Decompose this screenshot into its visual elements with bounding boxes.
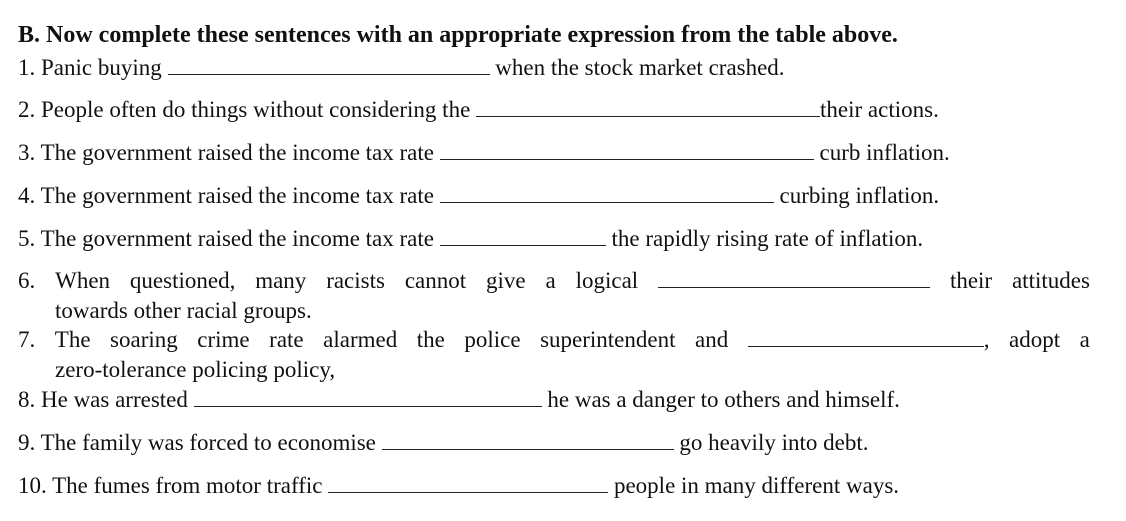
sentence-8-end: he was a danger to others and himself. <box>547 387 900 412</box>
sentence-8 <box>18 387 900 413</box>
sentence-6-continuation: towards other racial groups. <box>55 298 312 323</box>
sentence-5-start: 5. The government raised the income tax rate <box>18 226 434 251</box>
word: The <box>54 327 91 352</box>
sentence-2-end: their actions. <box>820 97 939 122</box>
word: a <box>1079 327 1090 352</box>
word: attitudes <box>1011 268 1090 293</box>
sentence-9-end: go heavily into debt. <box>679 430 869 455</box>
sentence-3 <box>18 140 950 166</box>
answer-blank-4[interactable] <box>440 201 774 203</box>
word: alarmed <box>323 327 398 352</box>
sentence-5-end: the rapidly rising rate of inflation. <box>611 226 924 251</box>
sentence-7-continuation: zero-tolerance policing policy, <box>55 357 336 382</box>
sentence-5 <box>18 226 923 252</box>
sentence-9 <box>18 430 868 456</box>
sentence-10 <box>18 473 899 499</box>
word: superintendent <box>540 327 676 352</box>
word: a <box>545 268 556 293</box>
sentence-2 <box>18 97 939 123</box>
word: racists <box>326 268 385 293</box>
answer-blank-10[interactable] <box>328 491 608 493</box>
sentence-10-end: people in many different ways. <box>613 473 900 498</box>
word: give <box>486 268 526 293</box>
word: and <box>695 327 729 352</box>
word: rate <box>269 327 304 352</box>
word: adopt <box>1009 327 1061 352</box>
word: their <box>949 268 993 293</box>
sentence-1-start: 1. Panic buying <box>18 55 162 80</box>
sentence-1 <box>18 55 785 81</box>
sentence-7 <box>18 327 1090 353</box>
sentence-1-end: when the stock market crashed. <box>495 55 785 80</box>
answer-blank-9[interactable] <box>382 448 674 450</box>
word: crime <box>197 327 250 352</box>
word: 7. <box>18 327 36 352</box>
sentence-4-end: curbing inflation. <box>779 183 940 208</box>
word: police <box>464 327 521 352</box>
sentence-2-start: 2. People often do things without considering the <box>18 97 471 122</box>
answer-blank-group-7 <box>748 327 990 353</box>
sentence-10-start: 10. The fumes from motor traffic <box>18 473 323 498</box>
sentence-9-start: 9. The family was forced to economise <box>18 430 376 455</box>
answer-blank-3[interactable] <box>440 158 814 160</box>
answer-blank-2[interactable] <box>476 115 820 117</box>
answer-blank-8[interactable] <box>194 405 542 407</box>
answer-blank-5[interactable] <box>440 244 606 246</box>
answer-blank-7[interactable] <box>748 345 984 347</box>
word: , <box>983 327 990 352</box>
word: When <box>55 268 111 293</box>
sentence-8-start: 8. He was arrested <box>18 387 188 412</box>
word: 6. <box>18 268 36 293</box>
word: logical <box>575 268 639 293</box>
word: cannot <box>404 268 467 293</box>
answer-blank-6[interactable] <box>658 286 930 288</box>
sentence-3-start: 3. The government raised the income tax rate <box>18 140 434 165</box>
word: many <box>255 268 307 293</box>
exercise-heading: B. Now complete these sentences with an appropriate expression from the table above. <box>18 22 898 48</box>
sentence-6 <box>18 268 1090 294</box>
sentence-4-start: 4. The government raised the income tax rate <box>18 183 434 208</box>
word: the <box>416 327 445 352</box>
answer-blank-1[interactable] <box>168 73 490 75</box>
sentence-3-end: curb inflation. <box>819 140 950 165</box>
sentence-4 <box>18 183 939 209</box>
word: questioned, <box>129 268 236 293</box>
word: soaring <box>110 327 178 352</box>
